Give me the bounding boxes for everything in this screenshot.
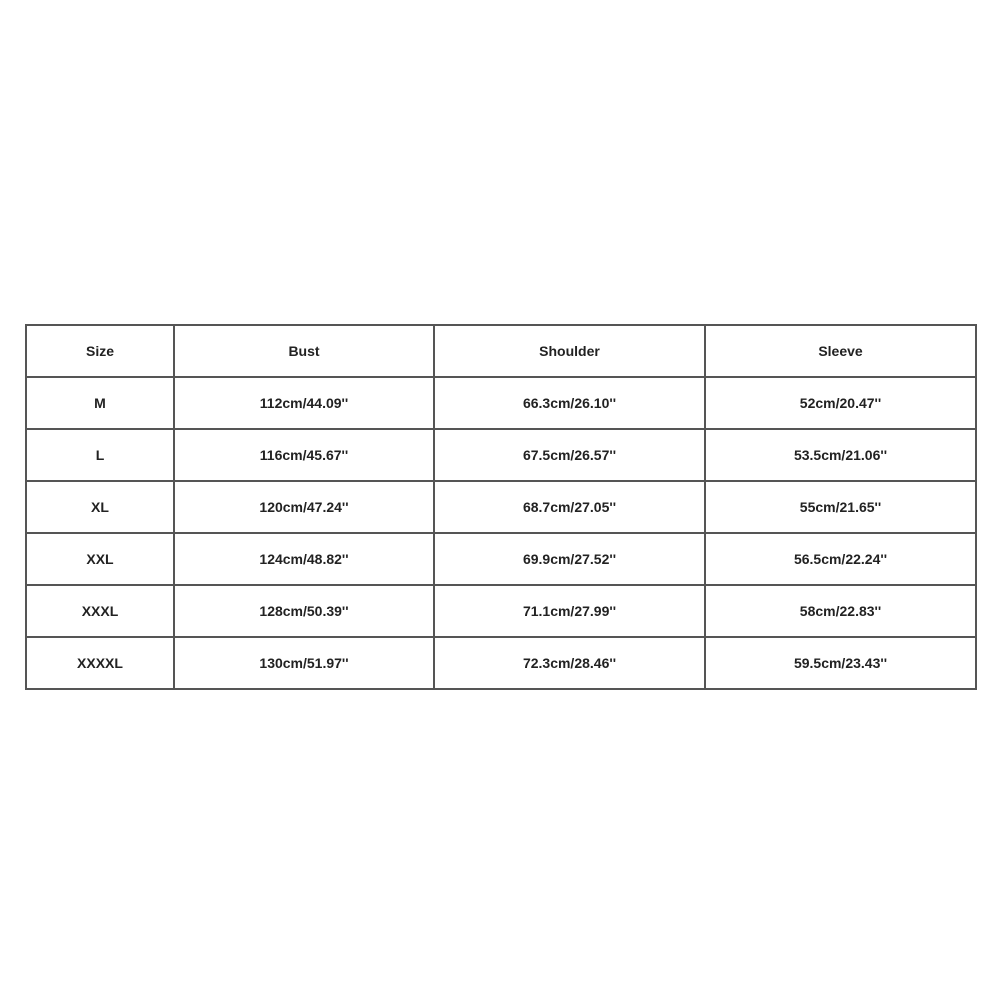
cell-sleeve: 53.5cm/21.06'' xyxy=(705,429,976,481)
cell-bust: 120cm/47.24'' xyxy=(174,481,434,533)
cell-bust: 124cm/48.82'' xyxy=(174,533,434,585)
cell-bust: 128cm/50.39'' xyxy=(174,585,434,637)
table-row xyxy=(26,481,976,533)
cell-shoulder: 69.9cm/27.52'' xyxy=(434,533,705,585)
cell-sleeve: 56.5cm/22.24'' xyxy=(705,533,976,585)
cell-shoulder: 68.7cm/27.05'' xyxy=(434,481,705,533)
cell-sleeve: 58cm/22.83'' xyxy=(705,585,976,637)
cell-bust: 112cm/44.09'' xyxy=(174,377,434,429)
header-size: Size xyxy=(26,325,174,377)
cell-shoulder: 72.3cm/28.46'' xyxy=(434,637,705,689)
cell-shoulder: 66.3cm/26.10'' xyxy=(434,377,705,429)
cell-size: XXXL xyxy=(26,585,174,637)
cell-shoulder: 67.5cm/26.57'' xyxy=(434,429,705,481)
cell-size: L xyxy=(26,429,174,481)
cell-bust: 130cm/51.97'' xyxy=(174,637,434,689)
cell-bust: 116cm/45.67'' xyxy=(174,429,434,481)
table-header-row xyxy=(26,325,976,377)
cell-size: XXL xyxy=(26,533,174,585)
table-row xyxy=(26,637,976,689)
table-row xyxy=(26,377,976,429)
cell-size: XL xyxy=(26,481,174,533)
cell-sleeve: 59.5cm/23.43'' xyxy=(705,637,976,689)
header-sleeve: Sleeve xyxy=(705,325,976,377)
cell-sleeve: 55cm/21.65'' xyxy=(705,481,976,533)
table-row xyxy=(26,533,976,585)
cell-shoulder: 71.1cm/27.99'' xyxy=(434,585,705,637)
cell-sleeve: 52cm/20.47'' xyxy=(705,377,976,429)
size-chart-table xyxy=(25,324,977,690)
cell-size: M xyxy=(26,377,174,429)
cell-size: XXXXL xyxy=(26,637,174,689)
header-shoulder: Shoulder xyxy=(434,325,705,377)
table-row xyxy=(26,429,976,481)
table-row xyxy=(26,585,976,637)
header-bust: Bust xyxy=(174,325,434,377)
